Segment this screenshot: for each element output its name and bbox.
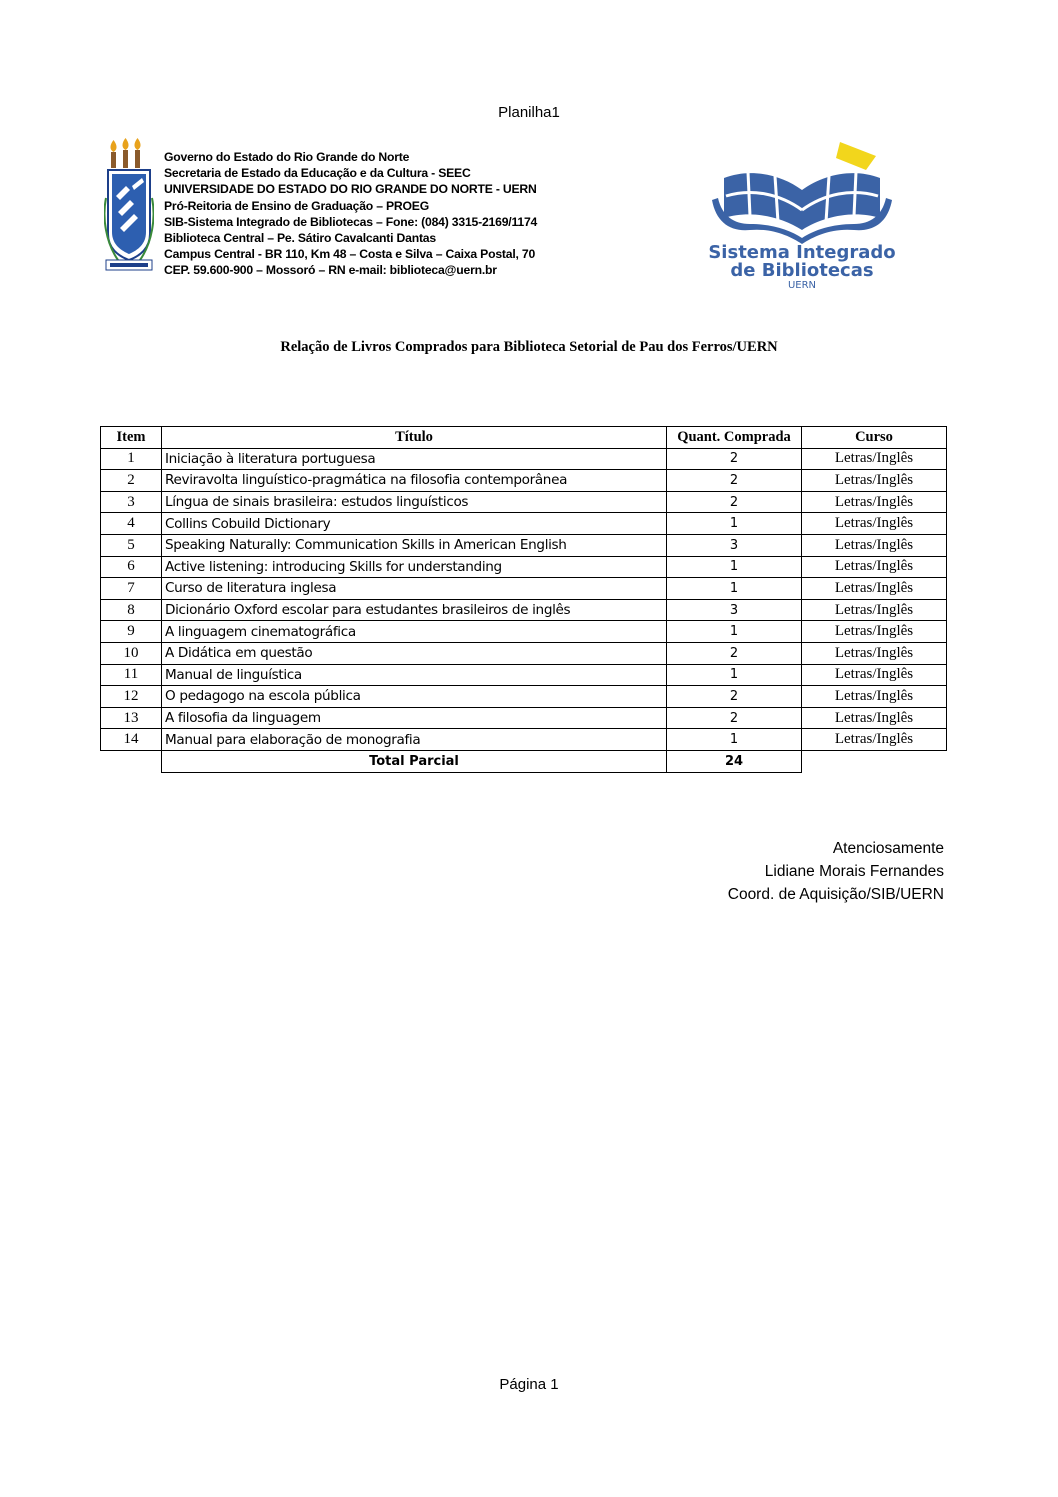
course-cell: Letras/Inglês bbox=[802, 707, 947, 729]
quantity-cell: 2 bbox=[667, 448, 802, 470]
course-cell: Letras/Inglês bbox=[802, 556, 947, 578]
table-row bbox=[101, 556, 947, 578]
total-value: 24 bbox=[667, 750, 802, 772]
uern-crest-logo bbox=[104, 138, 154, 278]
quantity-cell: 1 bbox=[667, 729, 802, 751]
item-number-cell: 11 bbox=[101, 664, 162, 686]
book-title-cell: Curso de literatura inglesa bbox=[162, 578, 667, 600]
item-number-cell: 6 bbox=[101, 556, 162, 578]
logo-text-line1: Sistema Integrado bbox=[708, 242, 896, 263]
course-cell: Letras/Inglês bbox=[802, 599, 947, 621]
item-number-cell: 14 bbox=[101, 729, 162, 751]
book-title-cell: Manual para elaboração de monografia bbox=[162, 729, 667, 751]
torch-icon bbox=[110, 138, 140, 168]
logo-text-line3: UERN bbox=[787, 280, 817, 290]
sheet-title: Planilha1 bbox=[498, 104, 560, 121]
item-number-cell: 3 bbox=[101, 491, 162, 513]
header-line: CEP. 59.600-900 – Mossoró – RN e-mail: biblioteca@uern.br bbox=[164, 263, 497, 278]
item-number-cell: 7 bbox=[101, 578, 162, 600]
book-title-cell: Iniciação à literatura portuguesa bbox=[162, 448, 667, 470]
course-cell: Letras/Inglês bbox=[802, 578, 947, 600]
course-cell: Letras/Inglês bbox=[802, 491, 947, 513]
quantity-cell: 2 bbox=[667, 642, 802, 664]
course-cell: Letras/Inglês bbox=[802, 448, 947, 470]
quantity-cell: 1 bbox=[667, 621, 802, 643]
course-cell: Letras/Inglês bbox=[802, 534, 947, 556]
item-number-cell: 2 bbox=[101, 470, 162, 492]
signature-name: Lidiane Morais Fernandes bbox=[764, 863, 944, 880]
column-header-course: Curso bbox=[802, 427, 947, 449]
book-title-cell: Língua de sinais brasileira: estudos linguísticos bbox=[162, 491, 667, 513]
book-title-cell: Dicionário Oxford escolar para estudantes brasileiros de inglês bbox=[162, 599, 667, 621]
book-title-cell: Speaking Naturally: Communication Skills in American English bbox=[162, 534, 667, 556]
table-row bbox=[101, 470, 947, 492]
book-title-cell: A Didática em questão bbox=[162, 642, 667, 664]
signature-closing: Atenciosamente bbox=[832, 840, 944, 857]
signature-block bbox=[728, 837, 944, 906]
sib-logo bbox=[700, 138, 905, 290]
signature-role: Coord. de Aquisição/SIB/UERN bbox=[727, 886, 944, 903]
table-row bbox=[101, 686, 947, 708]
header-line: Campus Central - BR 110, Km 48 – Costa e Silva – Caixa Postal, 70 bbox=[164, 247, 536, 262]
course-cell: Letras/Inglês bbox=[802, 642, 947, 664]
book-title-cell: Manual de linguística bbox=[162, 664, 667, 686]
table-row bbox=[101, 513, 947, 535]
header-line: Secretaria de Estado da Educação e da Cultura - SEEC bbox=[164, 166, 471, 181]
institution-header bbox=[164, 149, 537, 279]
table-row bbox=[101, 448, 947, 470]
header-line: SIB-Sistema Integrado de Bibliotecas – Fone: (084) 3315-2169/1174 bbox=[164, 214, 538, 229]
total-row bbox=[101, 750, 947, 772]
book-title-cell: Reviravolta linguístico-pragmática na filosofia contemporânea bbox=[162, 470, 667, 492]
table-row bbox=[101, 621, 947, 643]
item-number-cell: 12 bbox=[101, 686, 162, 708]
table-row bbox=[101, 707, 947, 729]
table-row bbox=[101, 642, 947, 664]
table-row bbox=[101, 578, 947, 600]
book-title-cell: A filosofia da linguagem bbox=[162, 707, 667, 729]
quantity-cell: 3 bbox=[667, 599, 802, 621]
book-title-cell: Active listening: introducing Skills for understanding bbox=[162, 556, 667, 578]
header-line: UNIVERSIDADE DO ESTADO DO RIO GRANDE DO NORTE - UERN bbox=[164, 182, 537, 197]
quantity-cell: 3 bbox=[667, 534, 802, 556]
quantity-cell: 1 bbox=[667, 664, 802, 686]
header-line: Pró-Reitoria de Ensino de Graduação – PROEG bbox=[164, 198, 430, 213]
empty-cell bbox=[101, 750, 162, 772]
item-number-cell: 1 bbox=[101, 448, 162, 470]
empty-cell bbox=[802, 750, 947, 772]
quantity-cell: 1 bbox=[667, 556, 802, 578]
item-number-cell: 13 bbox=[101, 707, 162, 729]
open-book-icon bbox=[712, 142, 892, 244]
header-line: Biblioteca Central – Pe. Sátiro Cavalcanti Dantas bbox=[164, 231, 436, 246]
logo-text-line2: de Bibliotecas bbox=[730, 260, 874, 281]
item-number-cell: 4 bbox=[101, 513, 162, 535]
table-row bbox=[101, 664, 947, 686]
quantity-cell: 2 bbox=[667, 491, 802, 513]
table-row bbox=[101, 729, 947, 751]
course-cell: Letras/Inglês bbox=[802, 621, 947, 643]
book-title-cell: O pedagogo na escola pública bbox=[162, 686, 667, 708]
book-title-cell: A linguagem cinematográfica bbox=[162, 621, 667, 643]
quantity-cell: 2 bbox=[667, 686, 802, 708]
item-number-cell: 8 bbox=[101, 599, 162, 621]
page-footer: Página 1 bbox=[499, 1376, 559, 1393]
table-header-row bbox=[101, 427, 947, 449]
quantity-cell: 1 bbox=[667, 513, 802, 535]
item-number-cell: 9 bbox=[101, 621, 162, 643]
item-number-cell: 10 bbox=[101, 642, 162, 664]
total-label: Total Parcial bbox=[162, 750, 667, 772]
quantity-cell: 1 bbox=[667, 578, 802, 600]
course-cell: Letras/Inglês bbox=[802, 470, 947, 492]
column-header-quantity: Quant. Comprada bbox=[667, 427, 802, 449]
quantity-cell: 2 bbox=[667, 707, 802, 729]
course-cell: Letras/Inglês bbox=[802, 729, 947, 751]
header-line: Governo do Estado do Rio Grande do Norte bbox=[164, 150, 410, 164]
column-header-item: Item bbox=[101, 427, 162, 449]
course-cell: Letras/Inglês bbox=[802, 664, 947, 686]
item-number-cell: 5 bbox=[101, 534, 162, 556]
book-title-cell: Collins Cobuild Dictionary bbox=[162, 513, 667, 535]
document-title: Relação de Livros Comprados para Biblioteca Setorial de Pau dos Ferros/UERN bbox=[280, 339, 778, 355]
course-cell: Letras/Inglês bbox=[802, 686, 947, 708]
course-cell: Letras/Inglês bbox=[802, 513, 947, 535]
table-row bbox=[101, 599, 947, 621]
column-header-title: Título bbox=[162, 427, 667, 449]
quantity-cell: 2 bbox=[667, 470, 802, 492]
table-row bbox=[101, 491, 947, 513]
table-row bbox=[101, 534, 947, 556]
books-table bbox=[100, 426, 947, 773]
